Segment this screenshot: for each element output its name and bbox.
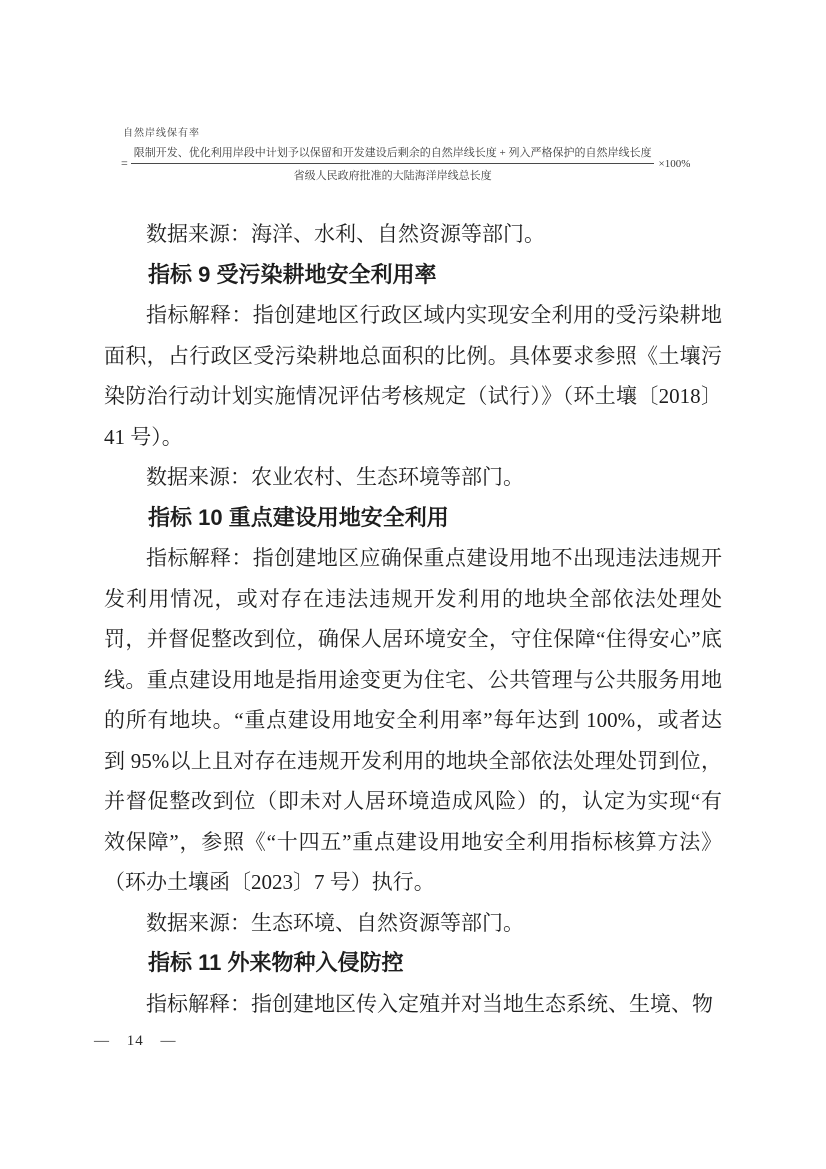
equals-sign: = (121, 156, 128, 170)
indicator-10-heading: 指标 10 重点建设用地安全利用 (148, 504, 449, 530)
indicator-11-explanation: 指标解释：指创建地区传入定殖并对当地生态系统、生境、物 (146, 991, 713, 1016)
formula-numerator: 限制开发、优化利用岸段中计划予以保留和开发建设后剩余的自然岸线长度 + 列入严格保护的自然岸线长度 (131, 144, 655, 164)
formula-denominator: 省级人民政府批准的大陆海洋岸线总长度 (293, 170, 492, 182)
data-source-line-indicator-10: 数据来源：生态环境、自然资源等部门。 (146, 910, 524, 935)
indicator-9-heading: 指标 9 受污染耕地安全利用率 (148, 261, 437, 287)
page-number: — 14 — (94, 1033, 177, 1049)
formula-multiplier: ×100% (658, 157, 691, 170)
indicator-11-heading: 指标 11 外来物种入侵防控 (148, 950, 404, 975)
formula-expression (121, 144, 690, 183)
data-source-line-indicator-8: 数据来源：海洋、水利、自然资源等部门。 (146, 222, 545, 246)
natural-shoreline-retention-formula (121, 124, 690, 183)
indicator-9-explanation: 指标解释：指创建地区行政区域内实现安全利用的受污染耕地面积，占行政区受污染耕地总面积的比例。具体要求参照《土壤污染防治行动计划实施情况评估考核规定（试行）》（环土壤〔2018〕41 号）。 (104, 303, 722, 449)
formula-fraction (131, 144, 655, 183)
indicator-10-explanation: 指标解释：指创建地区应确保重点建设用地不出现违法违规开发利用情况，或对存在违法违规开发利用的地块全部依法处理处罚，并督促整改到位，确保人居环境安全，守住保障“住得安心”底线。重点建设用地是指用途变更为住宅、公共管理与公共服务用地的所有地块。“重点建设用地安全利用率”每年达到 100%，或者达到 95%以上且对存在违规开发利用的地块全部依法处理处罚到位，并督促整改到位（即未对人居环境造成风险）的，认定为实现“有效保障”，参照《“十四五”重点建设用地安全利用指标核算方法》（环办土壤函〔2023〕7 号）执行。 (104, 546, 722, 894)
document-body (104, 214, 722, 1024)
data-source-line-indicator-9: 数据来源：农业农村、生态环境等部门。 (146, 465, 524, 489)
formula-label: 自然岸线保有率 (123, 128, 200, 139)
